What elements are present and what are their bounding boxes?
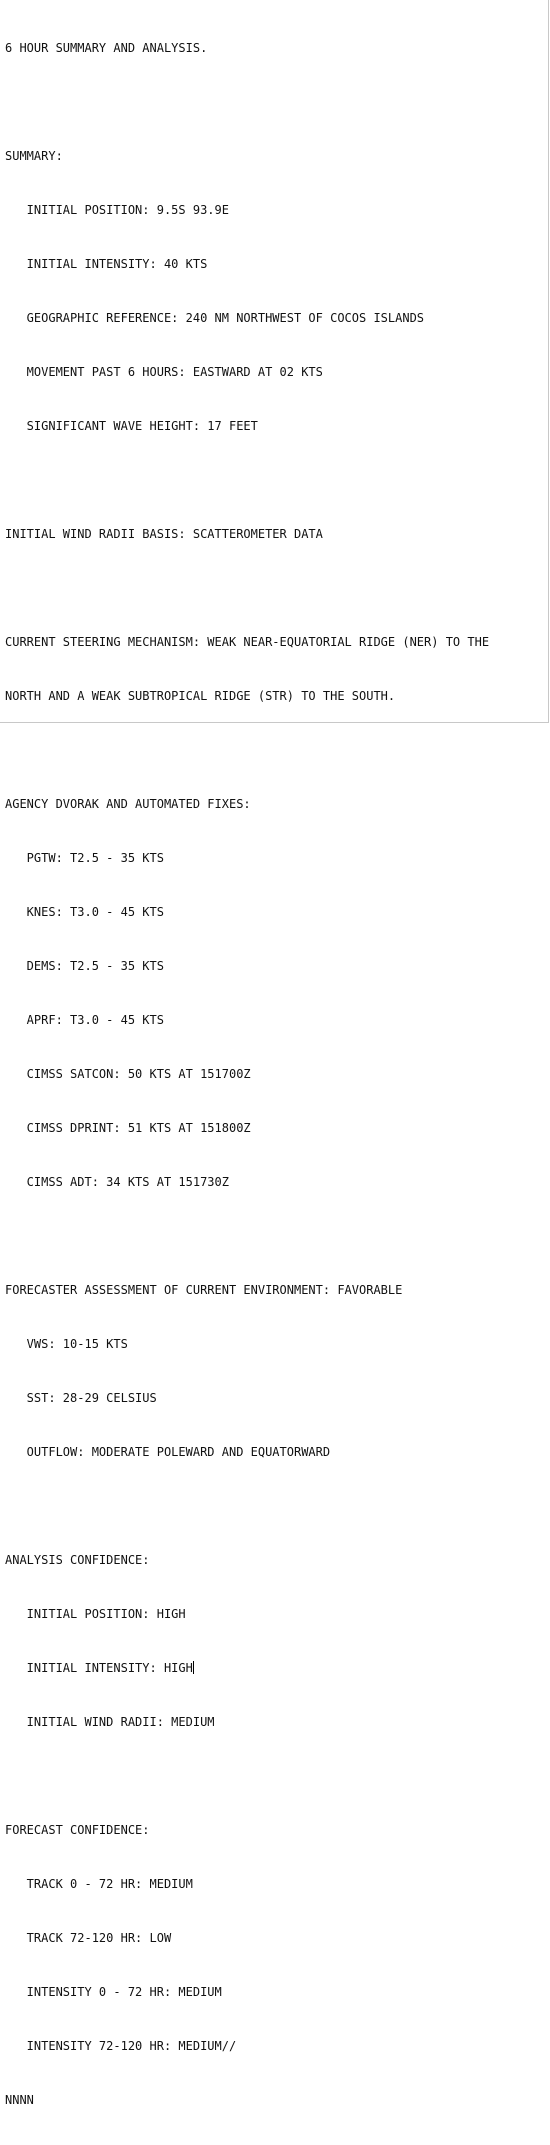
fix-cimss-satcon: CIMSS SATCON: 50 KTS AT 151700Z <box>5 1067 251 1081</box>
environment-vws: VWS: 10-15 KTS <box>5 1337 128 1351</box>
summary-initial-position: INITIAL POSITION: 9.5S 93.9E <box>5 203 229 217</box>
fix-pgtw: PGTW: T2.5 - 35 KTS <box>5 851 164 865</box>
blank-line <box>5 471 489 489</box>
blank-line <box>5 93 489 111</box>
fix-dems: DEMS: T2.5 - 35 KTS <box>5 959 164 973</box>
report-title: 6 HOUR SUMMARY AND ANALYSIS. <box>5 41 208 55</box>
forecast-intensity-0-72: INTENSITY 0 - 72 HR: MEDIUM <box>5 1985 222 1999</box>
steering-line-2: NORTH AND A WEAK SUBTROPICAL RIDGE (STR) TO THE SOUTH. <box>5 689 396 703</box>
analysis-initial-intensity-row <box>5 1659 489 1677</box>
fix-cimss-dprint: CIMSS DPRINT: 51 KTS AT 151800Z <box>5 1121 251 1135</box>
summary-initial-intensity: INITIAL INTENSITY: 40 KTS <box>5 257 208 271</box>
forecast-confidence-heading: FORECAST CONFIDENCE: <box>5 1823 150 1837</box>
environment-sst: SST: 28-29 CELSIUS <box>5 1391 157 1405</box>
summary-wave-height: SIGNIFICANT WAVE HEIGHT: 17 FEET <box>5 419 258 433</box>
text-cursor <box>193 1661 194 1674</box>
blank-line <box>5 1227 489 1245</box>
summary-movement: MOVEMENT PAST 6 HOURS: EASTWARD AT 02 KTS <box>5 365 323 379</box>
environment-heading: FORECASTER ASSESSMENT OF CURRENT ENVIRONMENT: FAVORABLE <box>5 1283 403 1297</box>
analysis-confidence-heading: ANALYSIS CONFIDENCE: <box>5 1553 150 1567</box>
blank-line <box>5 741 489 759</box>
fix-cimss-adt: CIMSS ADT: 34 KTS AT 151730Z <box>5 1175 229 1189</box>
blank-line <box>5 579 489 597</box>
bulletin-text[interactable] <box>5 3 489 2145</box>
forecast-track-0-72: TRACK 0 - 72 HR: MEDIUM <box>5 1877 193 1891</box>
analysis-initial-position: INITIAL POSITION: HIGH <box>5 1607 186 1621</box>
analysis-initial-intensity: INITIAL INTENSITY: HIGH <box>5 1661 193 1675</box>
environment-outflow: OUTFLOW: MODERATE POLEWARD AND EQUATORWARD <box>5 1445 331 1459</box>
analysis-initial-wind-radii: INITIAL WIND RADII: MEDIUM <box>5 1715 215 1729</box>
fixes-heading: AGENCY DVORAK AND AUTOMATED FIXES: <box>5 797 251 811</box>
blank-line <box>5 1767 489 1785</box>
forecast-track-72-120: TRACK 72-120 HR: LOW <box>5 1931 172 1945</box>
fix-aprf: APRF: T3.0 - 45 KTS <box>5 1013 164 1027</box>
blank-line <box>5 1497 489 1515</box>
steering-line-1: CURRENT STEERING MECHANISM: WEAK NEAR-EQUATORIAL RIDGE (NER) TO THE <box>5 635 490 649</box>
fix-knes: KNES: T3.0 - 45 KTS <box>5 905 164 919</box>
summary-heading: SUMMARY: <box>5 149 63 163</box>
end-marker: NNNN <box>5 2093 34 2107</box>
forecast-intensity-72-120: INTENSITY 72-120 HR: MEDIUM// <box>5 2039 237 2053</box>
wind-radii-basis: INITIAL WIND RADII BASIS: SCATTEROMETER DATA <box>5 527 323 541</box>
summary-geographic-reference: GEOGRAPHIC REFERENCE: 240 NM NORTHWEST OF COCOS ISLANDS <box>5 311 425 325</box>
